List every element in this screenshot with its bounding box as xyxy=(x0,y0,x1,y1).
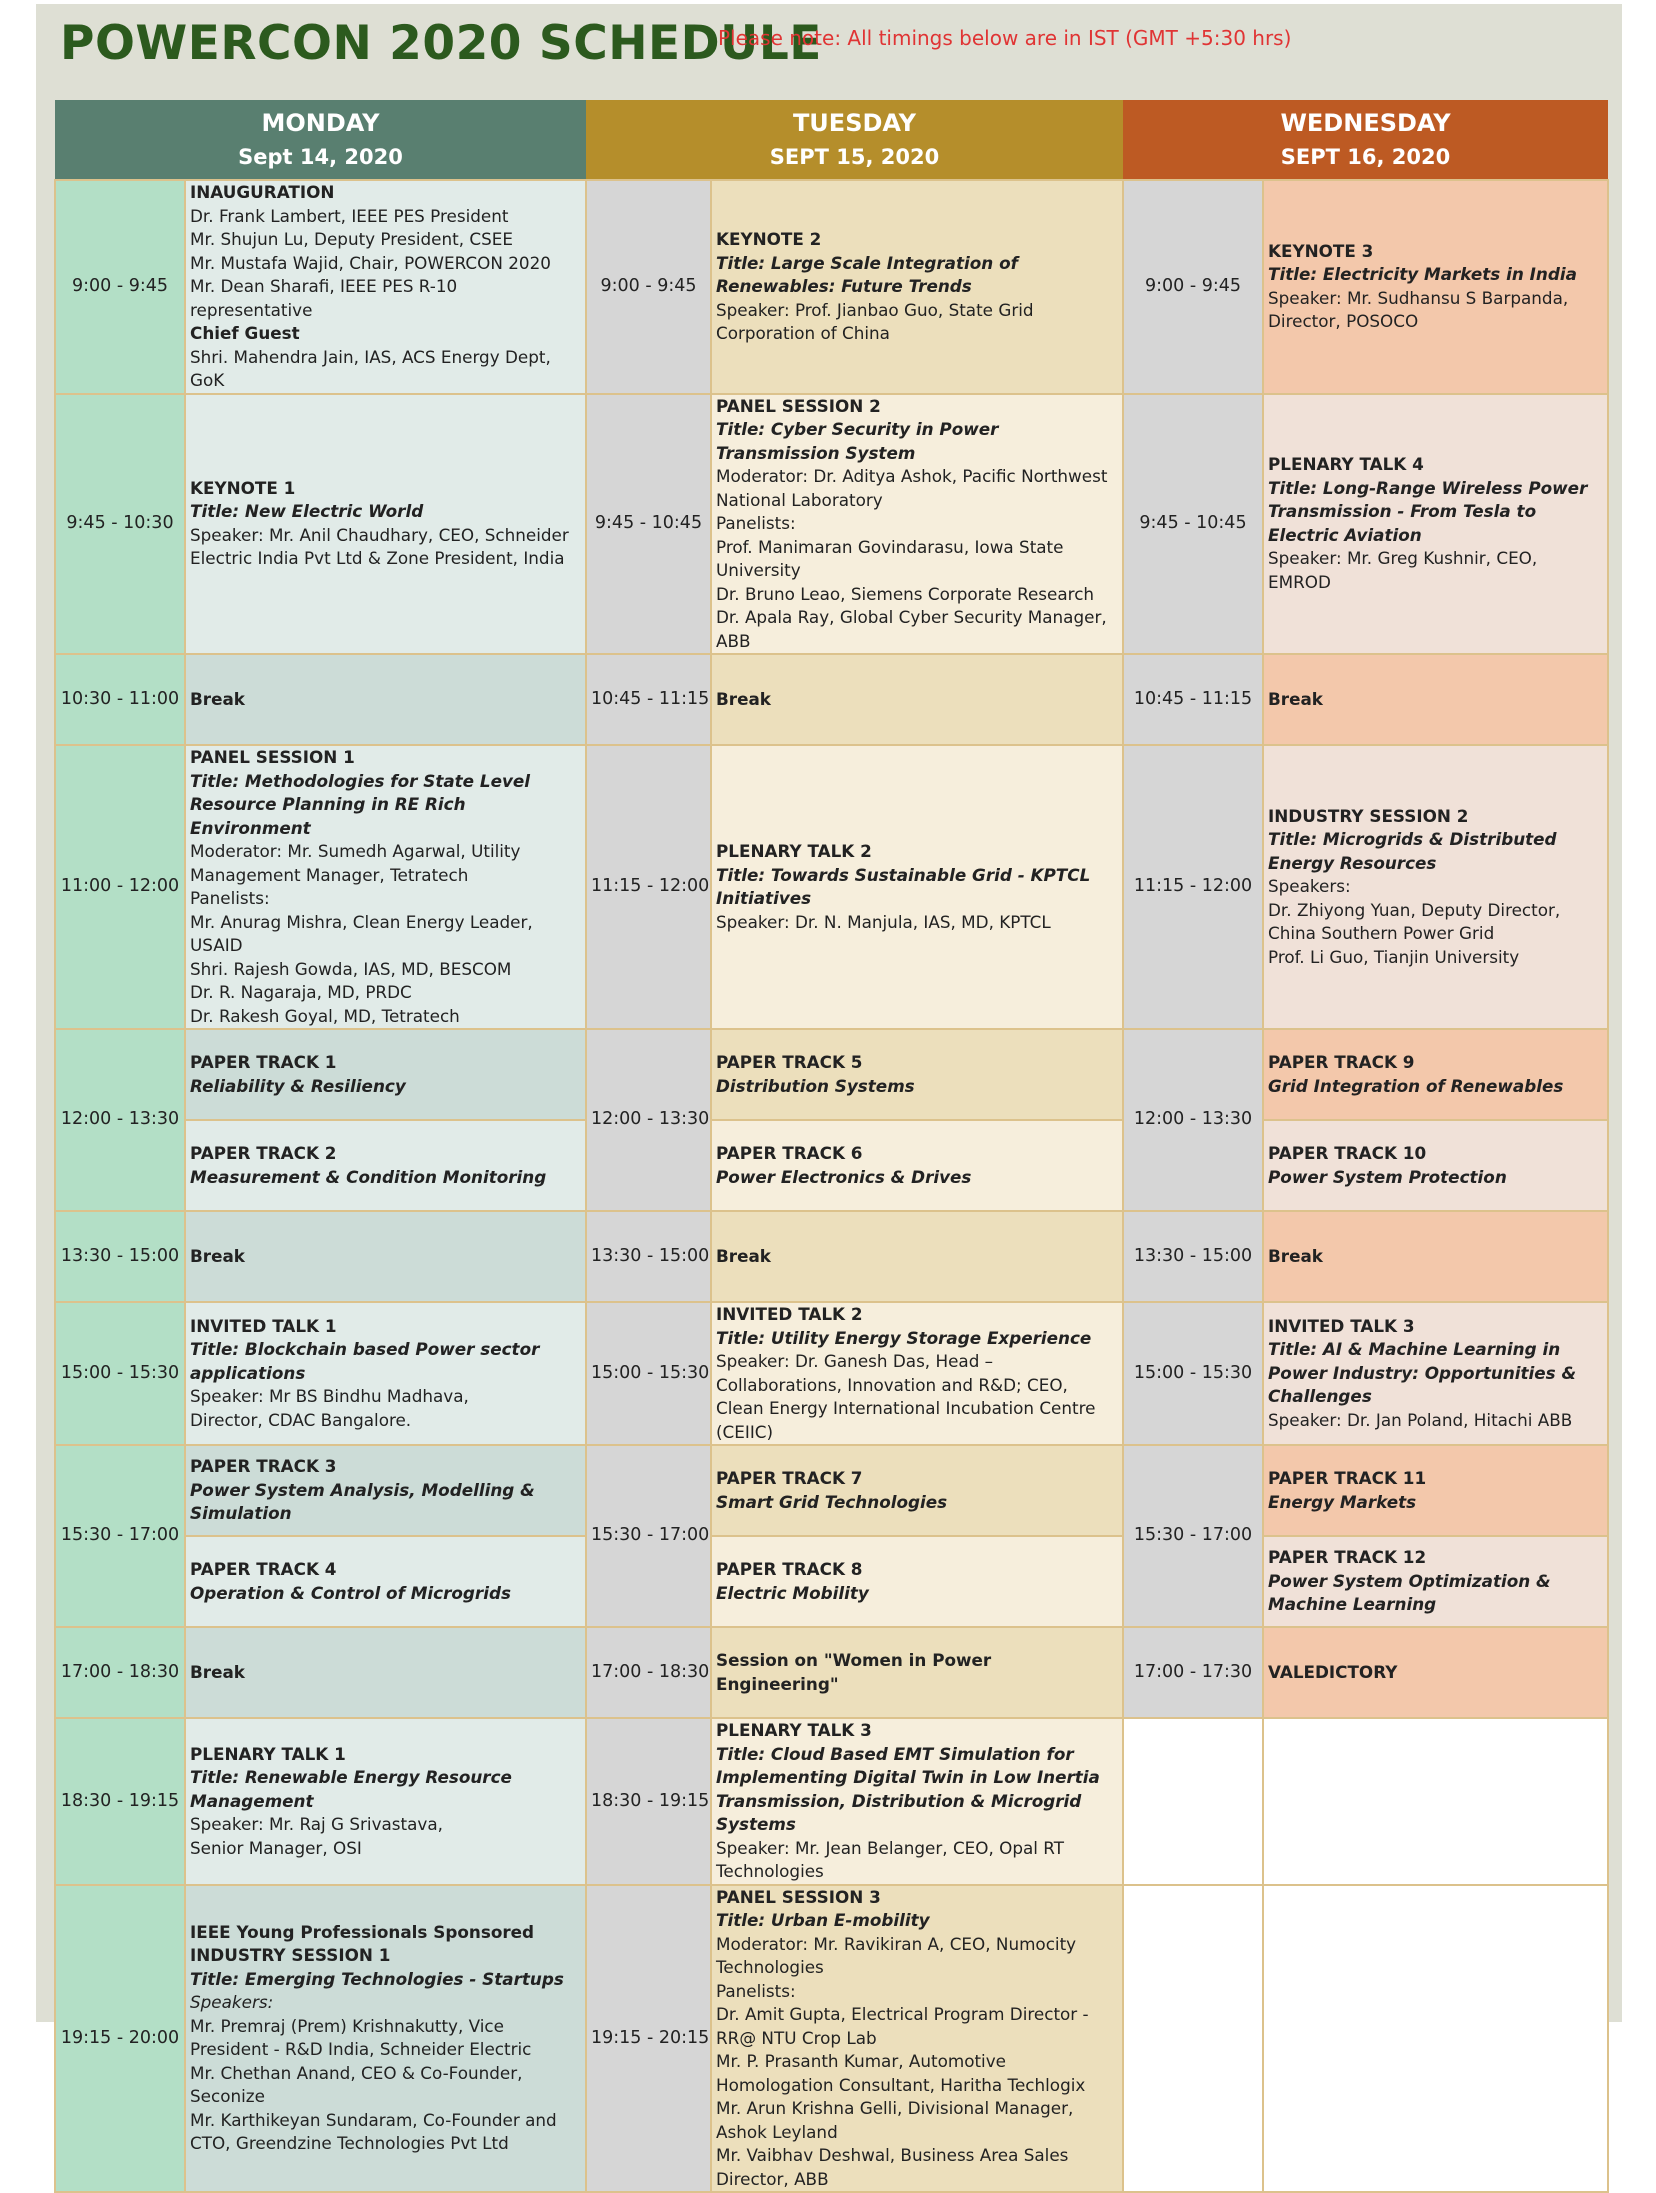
session-title: Title: Renewable Energy Resource Management xyxy=(190,1767,512,1811)
session-plenary-2 xyxy=(711,745,1123,1029)
session-title: Title: Blockchain based Power sector applications xyxy=(190,1339,540,1383)
break-cell: Break xyxy=(185,1211,586,1302)
day-date: Sept 14, 2020 xyxy=(238,144,403,169)
session-heading: INVITED TALK 3 xyxy=(1268,1315,1415,1336)
time-cell: 10:45 - 11:15 xyxy=(1123,654,1263,745)
session-person: Dr. Rakesh Goyal, MD, Tetratech xyxy=(190,1005,460,1026)
session-title: Title: Cloud Based EMT Simulation for Implementing Digital Twin in Low Inertia Transmission, Distribution & Microgrid Systems xyxy=(716,1743,1100,1834)
schedule-row xyxy=(55,1718,1608,1885)
session-heading: PAPER TRACK 12 xyxy=(1268,1547,1427,1568)
break-cell: Break xyxy=(1263,1211,1608,1302)
session-heading: PAPER TRACK 3 xyxy=(190,1456,337,1477)
session-heading: INVITED TALK 2 xyxy=(716,1304,863,1324)
schedule-row xyxy=(55,1536,1608,1627)
schedule-row xyxy=(55,1885,1608,2193)
schedule-row xyxy=(55,1302,1608,1445)
empty-cell xyxy=(1263,1718,1608,1885)
session-heading: PAPER TRACK 10 xyxy=(1268,1143,1427,1163)
session-paper-track-11 xyxy=(1263,1445,1608,1536)
session-invited-1 xyxy=(185,1302,586,1445)
time-cell: 13:30 - 15:00 xyxy=(55,1211,185,1302)
session-title: Title: Cyber Security in Power Transmission System xyxy=(716,419,999,463)
time-cell: 12:00 - 13:30 xyxy=(1123,1029,1263,1211)
session-speaker: Speaker: Prof. Jianbao Guo, State Grid Corporation of China xyxy=(716,299,1034,343)
session-person: Dr. Amit Gupta, Electrical Program Director - RR@ NTU Crop Lab xyxy=(716,2004,1089,2048)
chief-guest-label: Chief Guest xyxy=(190,323,300,343)
time-cell: 9:00 - 9:45 xyxy=(1123,180,1263,394)
time-cell: 11:15 - 12:00 xyxy=(1123,745,1263,1029)
session-title: Title: New Electric World xyxy=(190,501,424,522)
session-person: Mr. P. Prasanth Kumar, Automotive Homologation Consultant, Haritha Techlogix xyxy=(716,2051,1086,2095)
session-heading: PAPER TRACK 4 xyxy=(190,1559,337,1579)
session-heading: KEYNOTE 1 xyxy=(190,477,296,498)
sponsor-line: IEEE Young Professionals Sponsored xyxy=(190,1921,535,1942)
session-heading: PAPER TRACK 8 xyxy=(716,1559,863,1579)
session-title: Title: Long-Range Wireless Power Transmission - From Tesla to Electric Aviation xyxy=(1268,477,1588,545)
session-paper-track-8 xyxy=(711,1536,1123,1627)
time-cell: 15:00 - 15:30 xyxy=(1123,1302,1263,1445)
session-paper-track-9 xyxy=(1263,1029,1608,1120)
time-cell: 9:45 - 10:45 xyxy=(586,394,711,655)
session-heading: KEYNOTE 2 xyxy=(716,229,822,249)
session-title: Title: Emerging Technologies - Startups xyxy=(190,1968,564,1989)
session-plenary-3 xyxy=(711,1718,1123,1885)
panelists-label: Panelists: xyxy=(716,1980,796,2001)
time-cell: 10:45 - 11:15 xyxy=(586,654,711,745)
session-speaker: Speaker: Mr BS Bindhu Madhava, xyxy=(190,1386,469,1407)
session-panel-3 xyxy=(711,1885,1123,2193)
timezone-note: Please note: All timings below are in IST (GMT +5:30 hrs) xyxy=(718,26,1292,50)
schedule-row xyxy=(55,1211,1608,1302)
session-title: Title: Utility Energy Storage Experience xyxy=(716,1327,1092,1348)
session-speaker: Speaker: Mr. Sudhansu S Barpanda, Director, POSOCO xyxy=(1268,287,1569,332)
speakers-label: Speakers: xyxy=(190,1992,274,2013)
session-moderator: Moderator: Mr. Sumedh Agarwal, Utility Management Manager, Tetratech xyxy=(190,841,521,885)
session-title: Measurement & Condition Monitoring xyxy=(190,1166,547,1187)
session-plenary-1 xyxy=(185,1718,586,1885)
session-heading: PANEL SESSION 3 xyxy=(716,1886,881,1907)
session-keynote-3 xyxy=(1263,180,1608,394)
session-paper-track-2 xyxy=(185,1120,586,1211)
session-moderator: Moderator: Dr. Aditya Ashok, Pacific Northwest National Laboratory xyxy=(716,466,1108,510)
session-moderator: Moderator: Mr. Ravikiran A, CEO, Numocity Technologies xyxy=(716,1933,1077,1977)
time-cell: 18:30 - 19:15 xyxy=(586,1718,711,1885)
session-heading: PAPER TRACK 6 xyxy=(716,1143,863,1163)
day-header-monday xyxy=(55,100,586,180)
session-title: Title: Electricity Markets in India xyxy=(1268,264,1577,285)
session-title: Electric Mobility xyxy=(716,1582,869,1603)
session-title: Smart Grid Technologies xyxy=(716,1491,948,1512)
day-name: TUESDAY xyxy=(792,108,917,137)
session-paper-track-6 xyxy=(711,1120,1123,1211)
panelists-label: Panelists: xyxy=(190,888,270,908)
session-valedictory: VALEDICTORY xyxy=(1263,1627,1608,1718)
empty-cell xyxy=(1123,1718,1263,1885)
session-person: Dr. R. Nagaraja, MD, PRDC xyxy=(190,982,412,1002)
session-heading: INDUSTRY SESSION 2 xyxy=(1268,805,1469,826)
schedule-row xyxy=(55,1120,1608,1211)
session-title: Energy Markets xyxy=(1268,1491,1417,1512)
session-heading: PAPER TRACK 9 xyxy=(1268,1052,1415,1072)
schedule-row xyxy=(55,180,1608,394)
session-heading: PAPER TRACK 11 xyxy=(1268,1468,1427,1488)
session-heading: PLENARY TALK 2 xyxy=(716,841,872,861)
time-cell: 11:15 - 12:00 xyxy=(586,745,711,1029)
session-heading: PLENARY TALK 3 xyxy=(716,1720,872,1740)
day-name: MONDAY xyxy=(261,108,380,137)
session-heading: INAUGURATION xyxy=(190,182,335,202)
session-title: Title: Methodologies for State Level Resource Planning in RE Rich Environment xyxy=(190,770,531,838)
time-cell: 9:00 - 9:45 xyxy=(586,180,711,394)
session-paper-track-1 xyxy=(185,1029,586,1120)
session-heading: PANEL SESSION 1 xyxy=(190,747,355,767)
time-cell: 12:00 - 13:30 xyxy=(55,1029,185,1211)
session-person: Mr. Vaibhav Deshwal, Business Area Sales Director, ABB xyxy=(716,2145,1069,2189)
time-cell: 15:30 - 17:00 xyxy=(55,1445,185,1627)
session-title: Title: Urban E-mobility xyxy=(716,1910,930,1930)
day-header-tuesday xyxy=(586,100,1123,180)
session-person: Mr. Arun Krishna Gelli, Divisional Manager, Ashok Leyland xyxy=(716,2098,1074,2142)
session-industry-2 xyxy=(1263,745,1608,1029)
session-person: Mr. Chethan Anand, CEO & Co-Founder, Seconize xyxy=(190,2062,523,2107)
break-cell: Break xyxy=(185,654,586,745)
speakers-label: Speakers: xyxy=(1268,876,1351,897)
session-paper-track-4 xyxy=(185,1536,586,1627)
session-paper-track-3 xyxy=(185,1445,586,1536)
chief-guest: Shri. Mahendra Jain, IAS, ACS Energy Dept, GoK xyxy=(190,346,551,390)
session-person: Dr. Frank Lambert, IEEE PES President xyxy=(190,205,509,226)
session-heading: INDUSTRY SESSION 1 xyxy=(190,1945,391,1966)
break-cell: Break xyxy=(1263,654,1608,745)
time-cell: 13:30 - 15:00 xyxy=(1123,1211,1263,1302)
session-paper-track-12 xyxy=(1263,1536,1608,1627)
session-person: Dr. Zhiyong Yuan, Deputy Director, China Southern Power Grid xyxy=(1268,899,1561,944)
session-title: Title: AI & Machine Learning in Power Industry: Opportunities & Challenges xyxy=(1268,1339,1577,1407)
session-women-in-power: Session on "Women in Power Engineering" xyxy=(711,1627,1123,1718)
schedule-row xyxy=(55,394,1608,655)
session-speaker: Speaker: Mr. Raj G Srivastava, xyxy=(190,1814,443,1834)
session-person: Shri. Rajesh Gowda, IAS, MD, BESCOM xyxy=(190,958,512,979)
session-speaker: Speaker: Dr. Jan Poland, Hitachi ABB xyxy=(1268,1409,1573,1430)
session-title: Title: Large Scale Integration of Renewables: Future Trends xyxy=(716,252,1018,296)
session-speaker: Speaker: Dr. N. Manjula, IAS, MD, KPTCL xyxy=(716,911,1051,932)
break-cell: Break xyxy=(711,1211,1123,1302)
break-cell: Break xyxy=(711,654,1123,745)
day-date: SEPT 15, 2020 xyxy=(769,144,940,169)
session-heading: PLENARY TALK 1 xyxy=(190,1743,346,1764)
break-cell: Break xyxy=(185,1627,586,1718)
session-paper-track-10 xyxy=(1263,1120,1608,1211)
session-inauguration xyxy=(185,180,586,394)
session-person: Mr. Premraj (Prem) Krishnakutty, Vice President - R&D India, Schneider Electric xyxy=(190,2015,532,2060)
schedule-row xyxy=(55,654,1608,745)
time-cell: 15:00 - 15:30 xyxy=(55,1302,185,1445)
time-cell: 15:00 - 15:30 xyxy=(586,1302,711,1445)
session-plenary-4 xyxy=(1263,394,1608,655)
empty-cell xyxy=(1263,1885,1608,2193)
schedule-row xyxy=(55,1627,1608,1718)
day-name: WEDNESDAY xyxy=(1280,108,1451,137)
schedule-row xyxy=(55,1029,1608,1120)
session-speaker-role: Senior Manager, OSI xyxy=(190,1837,362,1858)
session-keynote-2 xyxy=(711,180,1123,394)
session-title: Distribution Systems xyxy=(716,1075,915,1096)
session-invited-3 xyxy=(1263,1302,1608,1445)
session-heading: PAPER TRACK 5 xyxy=(716,1052,863,1072)
session-person: Dr. Bruno Leao, Siemens Corporate Research xyxy=(716,583,1095,604)
time-cell: 15:30 - 17:00 xyxy=(1123,1445,1263,1627)
schedule-row xyxy=(55,1445,1608,1536)
empty-cell xyxy=(1123,1885,1263,2193)
schedule-table xyxy=(54,100,1609,2193)
session-person: Prof. Li Guo, Tianjin University xyxy=(1268,946,1520,967)
time-cell: 19:15 - 20:15 xyxy=(586,1885,711,2193)
session-title: Title: Towards Sustainable Grid - KPTCL Initiatives xyxy=(716,864,1091,908)
day-header-wednesday xyxy=(1123,100,1608,180)
day-date: SEPT 16, 2020 xyxy=(1280,144,1451,169)
session-heading: INVITED TALK 1 xyxy=(190,1315,337,1336)
time-cell: 9:45 - 10:45 xyxy=(1123,394,1263,655)
panelists-label: Panelists: xyxy=(716,513,796,533)
session-heading: PANEL SESSION 2 xyxy=(716,395,881,416)
session-paper-track-7 xyxy=(711,1445,1123,1536)
session-person: Mr. Dean Sharafi, IEEE PES R-10 representative xyxy=(190,276,458,320)
session-title: Title: Microgrids & Distributed Energy Resources xyxy=(1268,829,1557,873)
session-speaker-role: Director, CDAC Bangalore. xyxy=(190,1409,412,1430)
session-person: Prof. Manimaran Govindarasu, Iowa State University xyxy=(716,536,1064,580)
session-speaker: Speaker: Dr. Ganesh Das, Head – Collaborations, Innovation and R&D; CEO, Clean Energy International Incubation Centre (CEIIC) xyxy=(716,1351,1096,1442)
session-person: Mr. Mustafa Wajid, Chair, POWERCON 2020 xyxy=(190,252,551,273)
schedule-row xyxy=(55,745,1608,1029)
time-cell: 17:00 - 17:30 xyxy=(1123,1627,1263,1718)
session-speaker: Speaker: Mr. Anil Chaudhary, CEO, Schneider Electric India Pvt Ltd & Zone President, India xyxy=(190,524,569,569)
session-person: Mr. Shujun Lu, Deputy President, CSEE xyxy=(190,229,513,249)
session-speaker: Speaker: Mr. Greg Kushnir, CEO, EMROD xyxy=(1268,548,1538,592)
session-invited-2 xyxy=(711,1302,1123,1445)
session-heading: PAPER TRACK 7 xyxy=(716,1468,863,1488)
time-cell: 19:15 - 20:00 xyxy=(55,1885,185,2193)
time-cell: 15:30 - 17:00 xyxy=(586,1445,711,1627)
session-industry-1 xyxy=(185,1885,586,2193)
session-heading: PAPER TRACK 2 xyxy=(190,1143,337,1163)
time-cell: 13:30 - 15:00 xyxy=(586,1211,711,1302)
time-cell: 10:30 - 11:00 xyxy=(55,654,185,745)
session-panel-1 xyxy=(185,745,586,1029)
session-person: Mr. Karthikeyan Sundaram, Co-Founder and CTO, Greendzine Technologies Pvt Ltd xyxy=(190,2109,557,2154)
time-cell: 9:00 - 9:45 xyxy=(55,180,185,394)
session-title: Operation & Control of Microgrids xyxy=(190,1582,511,1603)
time-cell: 18:30 - 19:15 xyxy=(55,1718,185,1885)
session-title: Power System Optimization & Machine Learning xyxy=(1268,1570,1551,1615)
session-title: Reliability & Resiliency xyxy=(190,1075,406,1096)
time-cell: 12:00 - 13:30 xyxy=(586,1029,711,1211)
time-cell: 9:45 - 10:30 xyxy=(55,394,185,655)
session-heading: PLENARY TALK 4 xyxy=(1268,454,1424,475)
time-cell: 17:00 - 18:30 xyxy=(55,1627,185,1718)
session-keynote-1 xyxy=(185,394,586,655)
session-panel-2 xyxy=(711,394,1123,655)
session-person: Dr. Apala Ray, Global Cyber Security Manager, ABB xyxy=(716,607,1107,651)
session-title: Power System Analysis, Modelling & Simulation xyxy=(190,1479,535,1524)
day-header-row xyxy=(55,100,1608,180)
session-person: Mr. Anurag Mishra, Clean Energy Leader, USAID xyxy=(190,911,533,955)
session-title: Power System Protection xyxy=(1268,1166,1507,1187)
session-title: Grid Integration of Renewables xyxy=(1268,1075,1564,1096)
session-heading: PAPER TRACK 1 xyxy=(190,1052,337,1072)
session-heading: KEYNOTE 3 xyxy=(1268,240,1374,261)
time-cell: 17:00 - 18:30 xyxy=(586,1627,711,1718)
session-paper-track-5 xyxy=(711,1029,1123,1120)
page-title: POWERCON 2020 SCHEDULE xyxy=(60,16,822,71)
time-cell: 11:00 - 12:00 xyxy=(55,745,185,1029)
session-title: Power Electronics & Drives xyxy=(716,1166,972,1187)
session-speaker: Speaker: Mr. Jean Belanger, CEO, Opal RT Technologies xyxy=(716,1837,1064,1881)
